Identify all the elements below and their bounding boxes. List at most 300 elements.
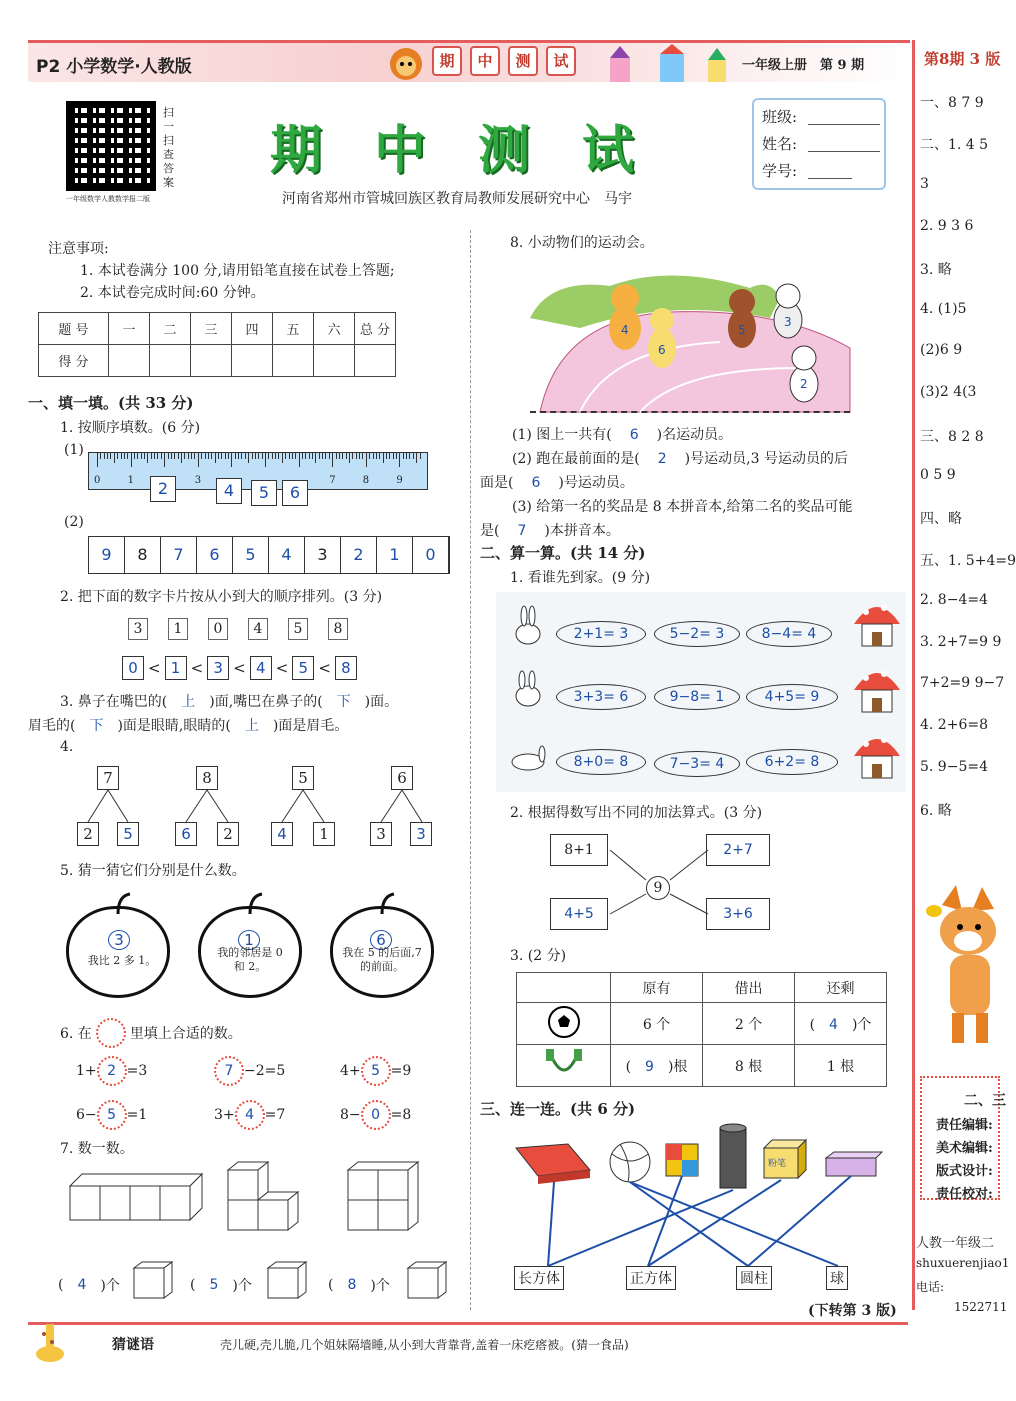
bond-right: 2 <box>217 822 239 846</box>
apple-clue: 我的邻居是 0 和 2。 <box>217 946 283 973</box>
animal-race-illustration <box>520 258 856 414</box>
unit: )根 <box>667 1058 688 1075</box>
ruler-tick <box>107 453 108 459</box>
ruler-tick <box>188 453 189 459</box>
grade-label: 一年级上册 <box>742 58 808 73</box>
sum-answer-box[interactable]: 4+5 <box>550 898 608 930</box>
ruler-tick <box>292 453 293 459</box>
ruler-tick <box>97 453 98 467</box>
q5-title: 5. 猜一猜它们分别是什么数。 <box>60 863 246 879</box>
finish-line <box>530 411 850 413</box>
number-cell[interactable]: 7 <box>161 537 197 573</box>
score-header-cell: 总 分 <box>355 313 396 345</box>
ruler-tick <box>205 453 206 459</box>
name-label: 姓名: <box>762 135 798 153</box>
q6-item <box>214 1100 285 1130</box>
score-header-cell: 题 号 <box>39 313 109 345</box>
bond-top: 7 <box>97 766 119 790</box>
q3-text: )面,嘴巴在鼻子的( <box>209 694 323 710</box>
q8-text: 是( <box>480 523 500 539</box>
soccer-ball-icon <box>517 1003 611 1045</box>
ruler-tick <box>413 453 414 459</box>
ruler-number: 8 <box>362 475 370 486</box>
loan-header <box>517 973 611 1003</box>
score-cell[interactable] <box>273 345 314 377</box>
q6-suffix: −2=5 <box>244 1063 286 1079</box>
sidebar-line: (3)2 4(3 <box>920 384 977 400</box>
ruler-tick <box>104 453 105 459</box>
flower-answer[interactable]: 7 <box>214 1056 244 1086</box>
loan-answer[interactable]: 4 <box>829 1016 838 1033</box>
number-cell[interactable]: 5 <box>233 537 269 573</box>
sidebar-line: 7+2=9 9−7 <box>920 675 1005 691</box>
equation-oval[interactable]: 7−3= 4 <box>654 751 740 777</box>
sidebar-line: 2. 9 3 6 <box>920 218 974 234</box>
ruler-tick <box>218 453 219 459</box>
ruler-tick <box>215 453 216 463</box>
column-divider <box>470 230 471 1310</box>
q7-title: 7. 数一数。 <box>60 1141 134 1157</box>
sum-box: 8+1 <box>550 834 608 866</box>
flower-icon <box>96 1018 126 1048</box>
paren: ( <box>190 1277 196 1293</box>
q8-line <box>512 424 732 444</box>
bib-number: 2 <box>800 377 808 391</box>
q3-answer[interactable]: 下 <box>89 718 104 734</box>
ruler-tick <box>191 453 192 459</box>
issue-number: 第 9 期 <box>820 58 865 73</box>
count-answer-value[interactable]: 8 <box>347 1277 357 1293</box>
flower-answer[interactable]: 5 <box>97 1100 127 1130</box>
number-card: 3 <box>128 618 148 640</box>
s2-q3-title: 3. (2 分) <box>510 948 567 964</box>
ruler-tick <box>121 453 122 459</box>
ruler-tick <box>295 453 296 459</box>
shape-label[interactable]: 长方体 <box>514 1266 564 1290</box>
score-cell[interactable] <box>232 345 273 377</box>
order-answer-box[interactable]: 8 <box>335 656 357 680</box>
unit: )个 <box>370 1278 390 1294</box>
apple-answer[interactable]: 1 <box>238 930 260 950</box>
score-cell[interactable] <box>109 345 150 377</box>
class-label: 班级: <box>762 108 798 126</box>
score-header-cell: 三 <box>191 313 232 345</box>
number-cell[interactable]: 6 <box>197 537 233 573</box>
ruler-tick <box>275 453 276 459</box>
bond-left: 3 <box>370 822 392 846</box>
sidebar-line: 二、1. 4 5 <box>920 137 989 153</box>
castle-illustration-icon <box>600 44 740 82</box>
ruler-tick <box>124 453 125 459</box>
q2-title: 2. 把下面的数字卡片按从小到大的顺序排列。(3 分) <box>60 589 383 605</box>
q3-text: )面是眉毛。 <box>272 718 349 734</box>
q3-text: 3. 鼻子在嘴巴的( <box>60 694 168 710</box>
ruler-tick <box>194 453 195 459</box>
giraffe-icon <box>30 1320 70 1364</box>
equation-oval[interactable]: 3+3= 6 <box>556 684 646 710</box>
number-row <box>88 536 450 574</box>
q6-text: 6. 在 <box>60 1026 92 1042</box>
q8-text: (2) 跑在最前面的是( <box>512 451 640 467</box>
ruler-tick <box>305 453 306 459</box>
number-cell[interactable]: 0 <box>413 537 449 573</box>
ruler-number: 3 <box>194 475 202 486</box>
ruler-tick <box>312 453 313 459</box>
author-line: 河南省郑州市管城回族区教育局教师发展研究中心 马宇 <box>282 191 632 207</box>
bond-answer[interactable]: 3 <box>410 822 432 846</box>
q8-text: (1) 图上一共有( <box>512 427 612 443</box>
sidebar-line: 3. 略 <box>920 262 952 278</box>
score-header-cell: 一 <box>109 313 150 345</box>
score-cell[interactable] <box>355 345 396 377</box>
ruler-tick <box>144 453 145 459</box>
credit-line: 版式设计: <box>936 1164 993 1179</box>
q8-answer[interactable]: 2 <box>657 451 667 467</box>
less-than-sign: < <box>233 659 246 677</box>
credit-line: 责任校对: <box>936 1187 993 1202</box>
q6-suffix: =3 <box>126 1063 148 1079</box>
ruler-tick <box>399 453 400 467</box>
paren: ( <box>625 1058 632 1075</box>
bond-top: 6 <box>391 766 413 790</box>
number-card: 5 <box>288 618 308 640</box>
sidebar-line: 0 5 9 <box>920 467 956 483</box>
equation-oval[interactable]: 6+2= 8 <box>746 749 838 775</box>
q8-line <box>512 448 848 468</box>
ruler-tick <box>117 453 118 459</box>
note-item: 2. 本试卷完成时间:60 分钟。 <box>80 285 265 301</box>
flower-answer[interactable]: 5 <box>361 1056 391 1086</box>
note-item: 1. 本试卷满分 100 分,请用铅笔直接在试卷上答题; <box>80 263 395 279</box>
score-header-cell: 五 <box>273 313 314 345</box>
q8-text: 面是( <box>480 475 514 491</box>
ruler-tick <box>302 453 303 459</box>
q1-part1-label: (1) <box>64 442 84 458</box>
ruler-tick <box>336 453 337 459</box>
score-cell[interactable] <box>191 345 232 377</box>
ruler-tick <box>383 453 384 463</box>
order-answer-box[interactable]: 1 <box>165 656 187 680</box>
ruler-tick <box>114 453 115 463</box>
score-row-label: 得 分 <box>39 345 109 377</box>
notes-head: 注意事项: <box>48 241 109 257</box>
ruler-tick <box>221 453 222 459</box>
cube-icons <box>132 1260 452 1300</box>
number-cell: 8 <box>125 537 161 573</box>
header-tag: 期 <box>432 46 462 76</box>
bib-number: 6 <box>658 343 666 357</box>
bib-number: 4 <box>621 323 629 337</box>
number-card: 1 <box>168 618 188 640</box>
unit: )个 <box>100 1278 120 1294</box>
bib-number: 3 <box>784 315 792 329</box>
student-id-field[interactable] <box>808 178 852 179</box>
fox-mascot-icon <box>922 885 1000 1055</box>
equation-oval[interactable]: 8+0= 8 <box>556 749 646 775</box>
ruler-tick <box>352 453 353 459</box>
shape-matching-illustration <box>508 1124 888 1288</box>
q3-line1 <box>60 691 398 711</box>
equation-oval[interactable]: 2+1= 3 <box>556 621 646 647</box>
ruler-tick <box>268 453 269 459</box>
ruler-tick <box>342 453 343 459</box>
shape-label[interactable]: 正方体 <box>626 1266 676 1290</box>
ruler-number: 7 <box>329 475 336 486</box>
name-field[interactable] <box>808 151 880 152</box>
ruler-number: 1 <box>127 475 134 486</box>
q6-item <box>214 1056 285 1086</box>
bond-answer[interactable]: 5 <box>117 822 139 846</box>
ruler-tick <box>174 453 175 459</box>
sidebar-title: 第8期 3 版 <box>924 50 1001 68</box>
q8-line <box>480 472 634 492</box>
ruler-tick <box>161 453 162 459</box>
ruler-tick <box>265 453 266 467</box>
q1-title: 1. 按顺序填数。(6 分) <box>60 420 201 436</box>
ruler-tick <box>359 453 360 459</box>
ruler-tick <box>379 453 380 459</box>
ruler-number: 0 <box>94 475 101 486</box>
class-field[interactable] <box>808 124 880 125</box>
ruler-tick <box>403 453 404 459</box>
ruler-tick <box>406 453 407 459</box>
ruler-tick <box>282 453 283 463</box>
qr-code[interactable] <box>66 101 156 191</box>
ruler-tick <box>332 453 333 467</box>
loan-header: 原有 <box>611 973 703 1003</box>
ruler-tick <box>131 453 132 467</box>
ruler-tick <box>168 453 169 459</box>
flower-answer[interactable]: 0 <box>361 1100 391 1130</box>
shape-label[interactable]: 圆柱 <box>736 1266 772 1290</box>
rabbit-icon <box>508 604 548 784</box>
ruler-tick <box>147 453 148 463</box>
count-answer-value[interactable]: 5 <box>209 1277 219 1293</box>
order-answer-box[interactable]: 5 <box>292 656 314 680</box>
score-cell[interactable] <box>150 345 191 377</box>
ruler-tick <box>366 453 367 467</box>
ruler-tick <box>258 453 259 459</box>
sidebar-line: 6. 略 <box>920 803 952 819</box>
sum-answer-box[interactable]: 2+7 <box>706 834 770 866</box>
q8-title: 8. 小动物们的运动会。 <box>510 235 654 251</box>
loan-cell <box>611 1045 703 1087</box>
riddle-label: 猜谜语 <box>112 1337 154 1353</box>
apple-answer[interactable]: 6 <box>370 930 392 950</box>
q8-text: )名运动员。 <box>656 427 733 443</box>
ruler-tick <box>171 453 172 459</box>
number-cell[interactable]: 1 <box>377 537 413 573</box>
q6-item <box>76 1056 147 1086</box>
less-than-sign: < <box>275 659 289 677</box>
edition-label: P2 小学数学·人教版 <box>36 57 192 77</box>
apple-clue: 我比 2 多 1。 <box>87 954 157 967</box>
paren: ( <box>809 1016 816 1033</box>
sum-answer-box[interactable]: 3+6 <box>706 898 770 930</box>
ruler-tick <box>386 453 387 459</box>
ruler-tick <box>389 453 390 459</box>
sum-center: 9 <box>646 876 670 900</box>
q8-text: )号运动员,3 号运动员的后 <box>684 451 848 467</box>
loan-cell: 1 根 <box>795 1045 887 1087</box>
order-answer-box[interactable]: 4 <box>250 656 272 680</box>
ruler-tick <box>198 453 199 467</box>
section-1-head: 一、填一填。(共 33 分) <box>28 394 194 412</box>
q3-answer[interactable]: 下 <box>336 694 351 710</box>
count-answer-value[interactable]: 4 <box>77 1277 87 1293</box>
q8-text: )本拼音本。 <box>544 523 620 539</box>
q6-title <box>60 1018 242 1048</box>
qr-caption: 一年级数学人教数学报二版 <box>66 195 150 203</box>
apple-answer[interactable]: 3 <box>108 930 130 950</box>
score-table <box>38 312 396 377</box>
count-answer <box>58 1275 120 1295</box>
number-cell[interactable]: 4 <box>269 537 305 573</box>
equation-oval[interactable]: 9−8= 1 <box>654 684 740 710</box>
bond-right: 1 <box>313 822 335 846</box>
ruler-tick <box>315 453 316 463</box>
credits-head: 二、三 <box>964 1093 1006 1109</box>
number-cell[interactable]: 9 <box>89 537 125 573</box>
ruler-tick <box>356 453 357 459</box>
sidebar-line: 2. 8−4=4 <box>920 592 988 608</box>
paren: ( <box>328 1277 334 1293</box>
unit: )个 <box>851 1016 872 1033</box>
loan-header: 还剩 <box>795 973 887 1003</box>
ruler-tick <box>285 453 286 459</box>
ruler-tick <box>255 453 256 459</box>
ruler-tick <box>329 453 330 459</box>
q8-answer[interactable]: 7 <box>517 523 527 539</box>
q6-item <box>340 1056 411 1086</box>
ruler-tick <box>339 453 340 459</box>
ruler-tick <box>416 453 417 463</box>
equation-oval[interactable]: 4+5= 9 <box>746 684 838 710</box>
ruler-tick <box>262 453 263 459</box>
order-answer-row <box>122 656 357 680</box>
ruler-tick <box>393 453 394 459</box>
sidebar-line: 4. (1)5 <box>920 301 967 317</box>
q6-prefix: 3+ <box>214 1107 235 1123</box>
lion-mascot-icon <box>384 44 428 82</box>
q6-prefix: 6− <box>76 1107 97 1123</box>
q6-prefix: 4+ <box>340 1063 361 1079</box>
s2-q1-title: 1. 看谁先到家。(9 分) <box>510 570 651 586</box>
ruler-tick <box>272 453 273 459</box>
ruler-tick <box>181 453 182 463</box>
jump-rope-icon <box>517 1045 611 1087</box>
ruler-tick <box>100 453 101 459</box>
q6-text: 里填上合适的数。 <box>129 1026 242 1042</box>
student-id-label: 学号: <box>762 162 798 180</box>
ruler-answer-box[interactable]: 4 <box>216 478 242 504</box>
sidebar-line: 3. 2+7=9 9 <box>920 634 1002 650</box>
mushroom-house-icon <box>852 594 902 790</box>
q8-line <box>480 520 620 540</box>
ruler-tick <box>231 453 232 467</box>
sidebar-line: 五、1. 5+4=9 <box>920 553 1016 569</box>
order-answer-box[interactable]: 3 <box>207 656 229 680</box>
ruler-answer-box[interactable]: 2 <box>150 476 176 502</box>
ruler-tick <box>248 453 249 463</box>
ruler-answer-box[interactable]: 6 <box>282 480 308 506</box>
issue-label <box>742 54 864 73</box>
number-cell[interactable]: 2 <box>341 537 377 573</box>
bond-top: 5 <box>292 766 314 790</box>
ruler-tick <box>127 453 128 459</box>
ruler-tick <box>396 453 397 459</box>
flower-answer[interactable]: 2 <box>97 1056 127 1086</box>
loan-answer[interactable]: 9 <box>645 1058 654 1075</box>
q8-answer[interactable]: 6 <box>531 475 541 491</box>
shape-label[interactable]: 球 <box>826 1266 848 1290</box>
ruler-tick <box>241 453 242 459</box>
number-card: 4 <box>248 618 268 640</box>
equation-oval[interactable]: 5−2= 3 <box>654 621 740 647</box>
q8-text: )号运动员。 <box>558 475 634 491</box>
q8-answer[interactable]: 6 <box>629 427 639 443</box>
ruler-tick <box>184 453 185 459</box>
ruler-tick <box>252 453 253 459</box>
ruler-tick <box>409 453 410 459</box>
q3-text: 眉毛的( <box>28 718 76 734</box>
score-cell[interactable] <box>314 345 355 377</box>
bond-answer[interactable]: 4 <box>271 822 293 846</box>
ruler-tick <box>228 453 229 459</box>
ruler-tick <box>178 453 179 459</box>
ruler-tick <box>373 453 374 459</box>
q6-suffix: =7 <box>264 1107 286 1123</box>
s2-q2-title: 2. 根据得数写出不同的加法算式。(3 分) <box>510 805 763 821</box>
q3-text: )面是眼睛,眼睛的( <box>117 718 231 734</box>
header-tag: 中 <box>470 46 500 76</box>
q6-prefix: 1+ <box>76 1063 97 1079</box>
q3-answer[interactable]: 上 <box>181 694 196 710</box>
ruler-answer-box[interactable]: 5 <box>251 480 277 506</box>
equation-oval[interactable]: 8−4= 4 <box>746 621 832 647</box>
ruler-tick <box>137 453 138 459</box>
number-card: 8 <box>328 618 348 640</box>
riddle-text: 壳儿硬,壳儿脆,几个姐妹隔墙睡,从小到大背靠背,盖着一床疙瘩被。(猜一食品) <box>220 1338 629 1352</box>
ruler-tick <box>211 453 212 459</box>
unit: )个 <box>232 1278 252 1294</box>
ruler-tick <box>362 453 363 459</box>
q6-item <box>76 1100 147 1130</box>
section-2-head: 二、算一算。(共 14 分) <box>480 544 646 562</box>
q3-answer[interactable]: 上 <box>244 718 259 734</box>
sidebar-line: 3 <box>920 176 929 192</box>
score-header-cell: 二 <box>150 313 191 345</box>
credit-line: 责任编辑: <box>936 1118 993 1133</box>
ruler-tick <box>235 453 236 459</box>
qr-hint: 扫一扫 查答案 <box>163 106 174 189</box>
sidebar-line: (2)6 9 <box>920 342 963 358</box>
ruler-tick <box>322 453 323 459</box>
bond-top: 8 <box>196 766 218 790</box>
q4-label: 4. <box>60 739 74 755</box>
order-answer-box[interactable]: 0 <box>122 656 144 680</box>
contact-line: 1522711 <box>954 1300 1008 1314</box>
paren: ( <box>58 1277 64 1293</box>
continue-note: (下转第 3 版) <box>808 1303 897 1319</box>
loan-cell: 2 个 <box>703 1003 795 1045</box>
ruler-tick <box>141 453 142 459</box>
ruler-number: 9 <box>396 475 403 486</box>
flower-answer[interactable]: 4 <box>235 1100 265 1130</box>
ruler-tick <box>110 453 111 459</box>
page-title: 期中测试 <box>270 121 687 181</box>
bond-answer[interactable]: 6 <box>175 822 197 846</box>
